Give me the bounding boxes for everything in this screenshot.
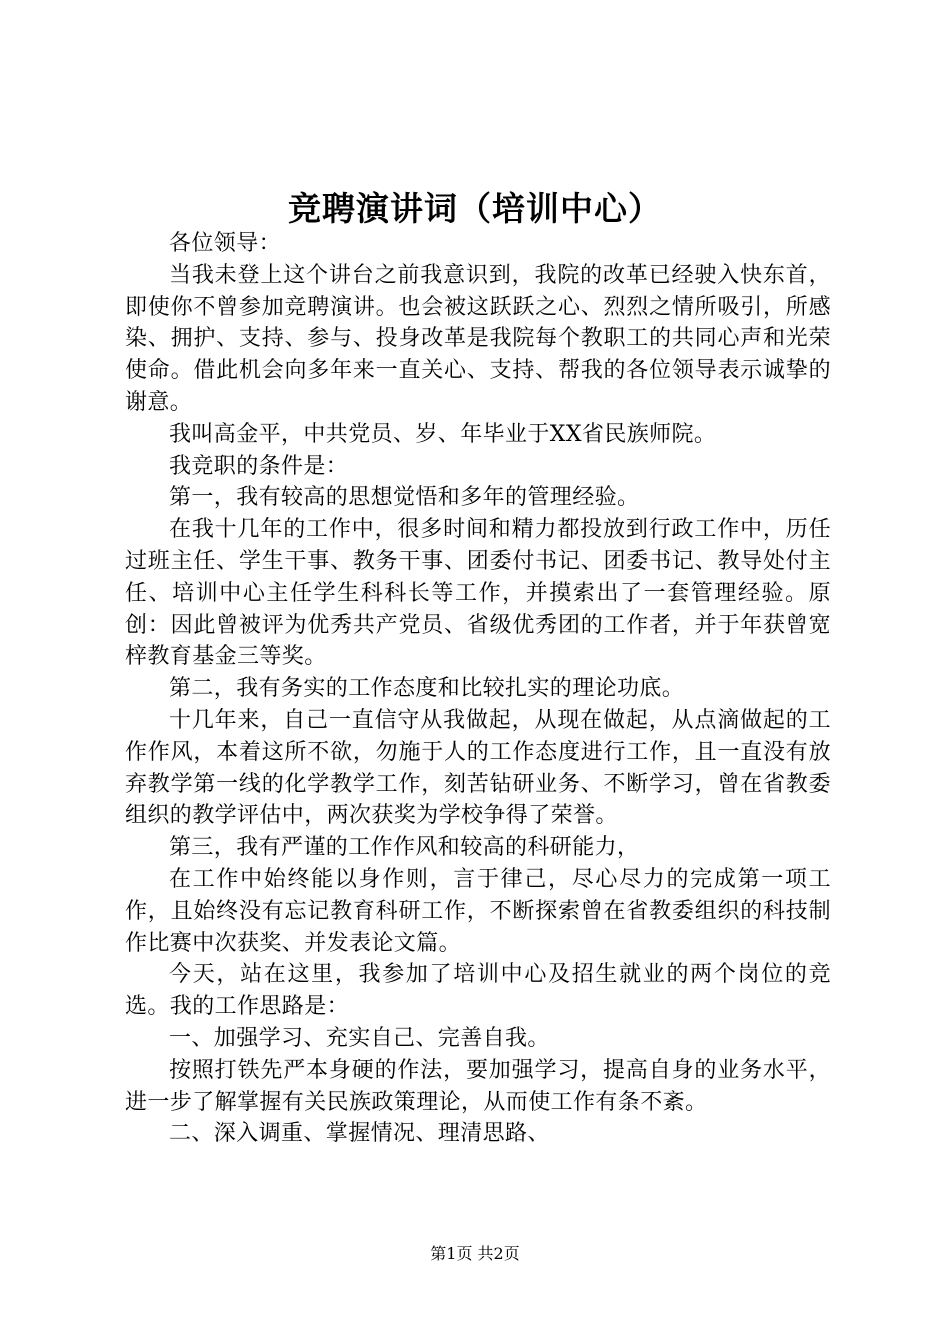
document-title: 竞聘演讲词（培训中心）	[288, 189, 662, 228]
paragraph: 各位领导：	[169, 231, 282, 256]
paragraph: 我叫高金平，中共党员、岁、年毕业于XX省民族师院。	[169, 421, 717, 447]
paragraph: 在工作中始终能以身作则，言于律己，尽心尽力的完成第一项工作，且始终没有忘记教育科研工作，不断探索曾在省教委组织的科技制作比赛中次获奖、并发表论文篇。	[125, 866, 831, 956]
paragraph: 第三，我有严谨的工作作风和较高的科研能力，	[169, 835, 640, 861]
paragraph: 今天，站在这里，我参加了培训中心及招生就业的两个岗位的竞选。我的工作思路是：	[125, 962, 831, 1020]
paragraph: 一、加强学习、充实自己、完善自我。	[169, 1025, 550, 1051]
paragraph: 二、深入调重、掌握情况、理清思路、	[169, 1121, 550, 1147]
page-footer: 第1页 共2页	[430, 1244, 520, 1263]
paragraph: 第一，我有较高的思想觉悟和多年的管理经验。	[169, 485, 640, 511]
paragraph: 第二，我有务实的工作态度和比较扎实的理论功底。	[169, 676, 685, 702]
document-body	[125, 228, 831, 1150]
paragraph: 在我十几年的工作中，很多时间和精力都投放到行政工作中，历任过班主任、学生干事、教务干事、团委付书记、团委书记、教导处付主任、培训中心主任学生科科长等工作，并摸索出了一套管理经验。原创：因此曾被评为优秀共产党员、省级优秀团的工作者，并于年获曾宽梓教育基金三等奖。	[125, 517, 831, 670]
paragraph: 我竞职的条件是：	[169, 453, 349, 479]
paragraph: 当我未登上这个讲台之前我意识到，我院的改革已经驶入快东首，即使你不曾参加竞聘演讲。也会被这跃跃之心、烈烈之情所吸引，所感染、拥护、支持、参与、投身改革是我院每个教职工的共同心声和光荣使命。借此机会向多年来一直关心、支持、帮我的各位领导表示诚挚的谢意。	[125, 262, 831, 415]
paragraph: 十几年来，自己一直信守从我做起，从现在做起，从点滴做起的工作作风，本着这所不欲，勿施于人的工作态度进行工作，且一直没有放弃教学第一线的化学教学工作，刻苦钻研业务、不断学习，曾在省教委组织的教学评估中，两次获奖为学校争得了荣誉。	[125, 707, 831, 829]
paragraph: 按照打铁先严本身硬的作法，要加强学习，提高自身的业务水平，进一步了解掌握有关民族政策理论，从而使工作有条不紊。	[125, 1057, 831, 1115]
